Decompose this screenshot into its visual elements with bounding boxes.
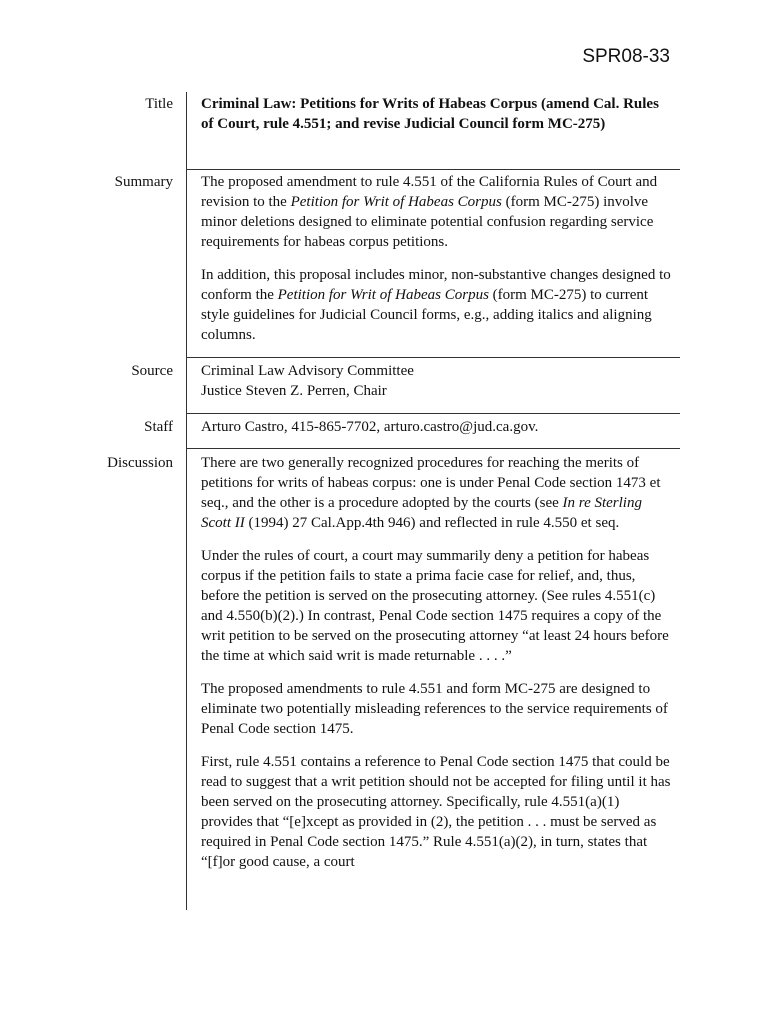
title-text: Criminal Law: Petitions for Writs of Habeas Corpus (amend Cal. Rules of Court, rule 4.551; and revise Judicial Council form MC-275) <box>201 96 659 132</box>
row-divider-title <box>186 169 680 170</box>
document-id: SPR08-33 <box>582 46 670 67</box>
discussion-text <box>201 453 671 872</box>
discussion-label: Discussion <box>107 455 173 471</box>
discussion-paragraph-4: First, rule 4.551 contains a reference to Penal Code section 1475 that could be read to suggest that a writ petition should not be accepted for filing until it has been served on the prosecuting attorney. Specifically, rule 4.551(a)(1) provides that “[e]xcept as provided in (2), the petition . . . must be served as required in Penal Code section 1475.” Rule 4.551(a)(2), in turn, states that “[f]or good cause, a court <box>201 754 671 870</box>
source-chair: Justice Steven Z. Perren, Chair <box>201 383 387 399</box>
title-label: Title <box>145 96 173 112</box>
row-divider-staff <box>186 448 680 449</box>
summary-label: Summary <box>114 174 173 190</box>
source-label: Source <box>131 363 173 379</box>
discussion-paragraph-1: There are two generally recognized procedures for reaching the merits of petitions for writs of habeas corpus: one is under Penal Code section 1473 et seq., and the other is a procedure adopted by the courts (see In re Sterling Scott II (1994) 27 Cal.App.4th 946) and reflected in rule 4.550 et seq. <box>201 455 661 531</box>
summary-paragraph-1: The proposed amendment to rule 4.551 of the California Rules of Court and revision to the Petition for Writ of Habeas Corpus (form MC-275) involve minor deletions designed to eliminate potential confusion regarding service requirements for habeas corpus petitions. <box>201 174 658 250</box>
column-divider <box>186 92 187 910</box>
summary-paragraph-2: In addition, this proposal includes minor, non-substantive changes designed to conform the Petition for Writ of Habeas Corpus (form MC-275) to current style guidelines for Judicial Council forms, e.g., adding italics and aligning columns. <box>201 267 671 343</box>
discussion-paragraph-3: The proposed amendments to rule 4.551 and form MC-275 are designed to eliminate two potentially misleading references to the service requirements of Penal Code section 1475. <box>201 681 668 737</box>
staff-label: Staff <box>144 419 173 435</box>
staff-text: Arturo Castro, 415-865-7702, arturo.castro@jud.ca.gov. <box>201 419 539 435</box>
discussion-paragraph-2: Under the rules of court, a court may summarily deny a petition for habeas corpus if the petition fails to state a prima facie case for relief, and, thus, before the petition is served on the prosecuting attorney. (See rules 4.551(c) and 4.550(b)(2).) In contrast, Penal Code section 1475 requires a copy of the writ petition to be served on the prosecuting attorney “at least 24 hours before the time at which said writ is made returnable . . . .” <box>201 548 669 664</box>
source-text <box>201 361 671 401</box>
row-divider-source <box>186 413 680 414</box>
summary-text <box>201 172 671 345</box>
source-committee: Criminal Law Advisory Committee <box>201 363 414 379</box>
row-divider-summary <box>186 357 680 358</box>
